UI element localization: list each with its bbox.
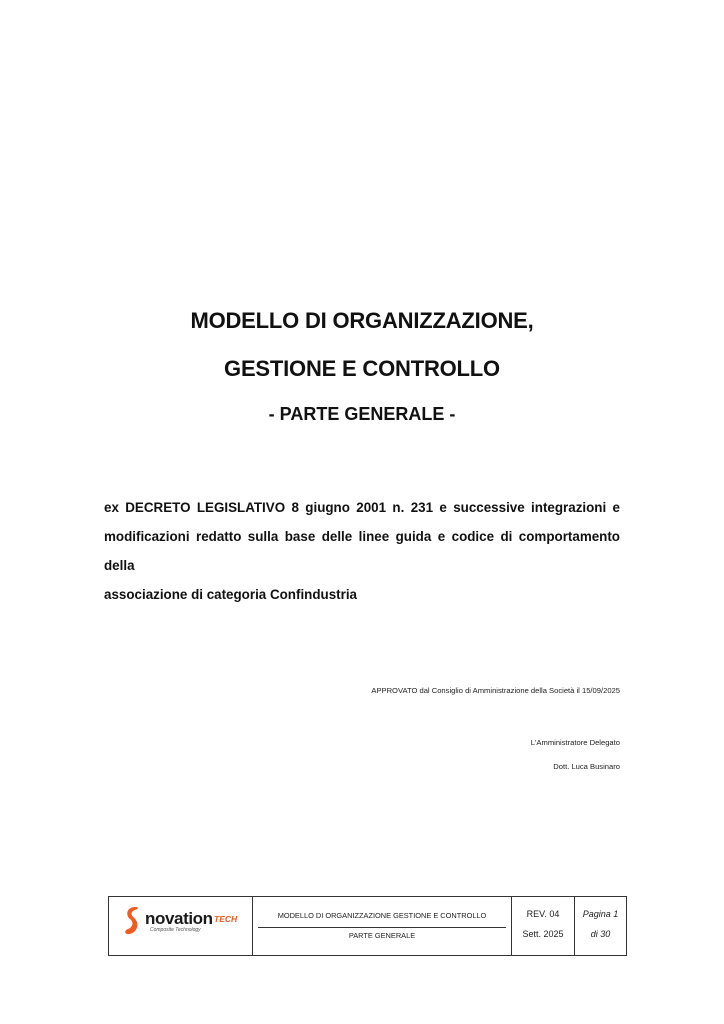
intro-paragraph [104,493,620,609]
footer-title-cell [253,897,512,955]
footer-logo-cell [109,897,253,955]
intro-line: ex DECRETO LEGISLATIVO 8 giugno 2001 n. 231 e successive integrazioni e [104,500,620,515]
approval-note: APPROVATO dal Consiglio di Amministrazione della Società il 15/09/2025 [371,686,620,695]
footer-document-section: PARTE GENERALE [348,931,416,940]
footer-page-number: Pagina 1 [582,909,619,919]
footer-page-total: di 30 [590,929,611,939]
signatory-role: L'Amministratore Delegato [530,738,620,747]
footer-document-title: MODELLO DI ORGANIZZAZIONE GESTIONE E CONTROLLO [277,911,487,920]
intro-line: modificazioni redatto sulla base delle linee guida e codice di comportamento della [104,529,620,573]
document-subtitle: - PARTE GENERALE - [268,404,456,424]
footer-divider [258,927,506,928]
intro-line: associazione di categoria Confindustria [104,587,357,602]
footer-date: Sett. 2025 [522,929,564,939]
company-logo-tagline: Composite Technology [150,927,201,933]
company-logo-icon [121,905,143,940]
page-footer-table [108,896,627,956]
footer-revision-cell [512,897,575,955]
company-logo-suffix: TECH [214,914,238,924]
document-title-line-2: GESTIONE E CONTROLLO [224,356,500,381]
footer-revision: REV. 04 [526,909,560,919]
footer-page-cell [575,897,626,955]
signatory-name: Dott. Luca Businaro [553,762,620,771]
document-title-line-1: MODELLO DI ORGANIZZAZIONE, [190,308,534,333]
company-logo-wordmark: novation [145,909,213,928]
